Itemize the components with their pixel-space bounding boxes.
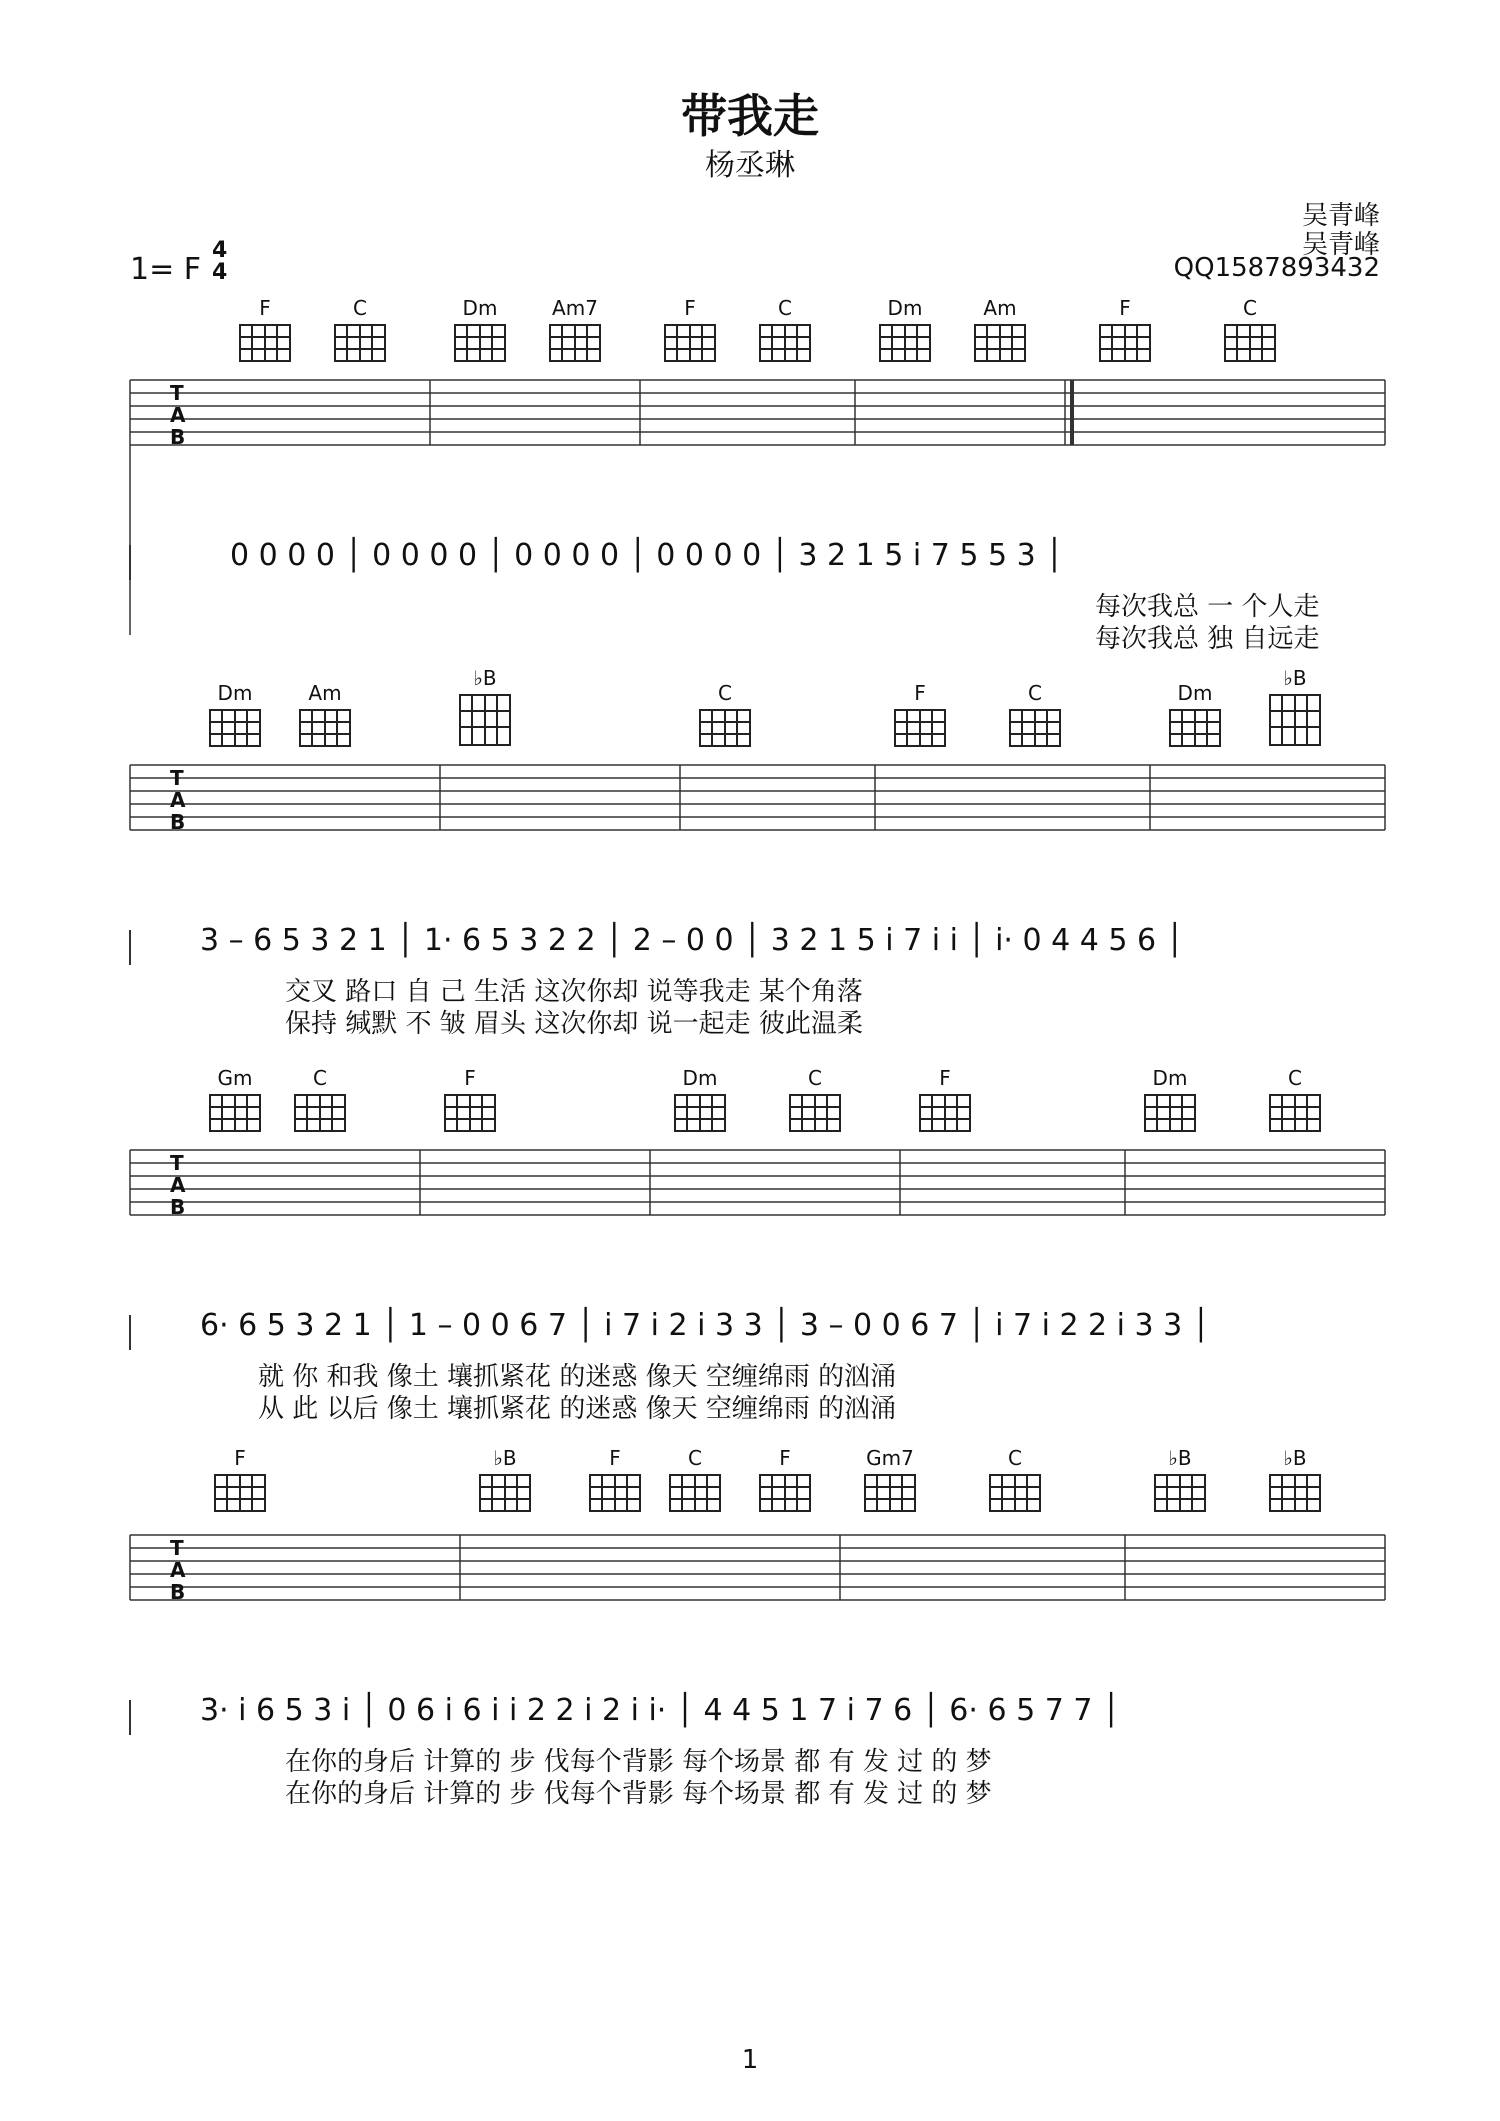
composer: 吴青峰 <box>1301 230 1380 260</box>
chord-name: F <box>609 1446 621 1470</box>
chord-name: C <box>808 1066 822 1090</box>
song-artist: 杨丞琳 <box>705 148 795 183</box>
chord-name: F <box>684 296 696 320</box>
chord-name: Dm <box>682 1066 718 1090</box>
chord-name: Am <box>983 296 1017 320</box>
jianpu-line: 3 – 6 5 3 2 1 │ 1· 6 5 3 2 2 │ 2 – 0 0 │ 3 2 1 5 i 7 i i │ i· 0 4 4 5 6 │ <box>200 923 1184 958</box>
lyrics-verse-1: 就 你 和我 像土 壤抓紧花 的迷惑 像天 空缠绵雨 的汹涌 <box>258 1362 897 1392</box>
tab-letter: B <box>170 425 186 449</box>
chord-name: F <box>914 681 926 705</box>
tab-letter: T <box>170 381 184 405</box>
chord-name: F <box>259 296 271 320</box>
lyrics-verse-1: 在你的身后 计算的 步 伐每个背影 每个场景 都 有 发 过 的 梦 <box>285 1747 992 1777</box>
contact: QQ1587893432 <box>1173 253 1380 283</box>
chord-name: F <box>234 1446 246 1470</box>
chord-name: Gm7 <box>866 1446 914 1470</box>
chord-name: Am <box>308 681 342 705</box>
lyrics-verse-2: 每次我总 独 自远走 <box>1095 624 1320 654</box>
system-1 <box>0 290 1500 660</box>
chord-diagrams <box>240 325 1275 361</box>
chord-name: C <box>1028 681 1042 705</box>
system-3 <box>0 1045 1500 1430</box>
page-number: 1 <box>741 2045 759 2075</box>
tab-letter: A <box>170 403 186 427</box>
chord-name: C <box>688 1446 702 1470</box>
chord-name: C <box>1288 1066 1302 1090</box>
chord-name: ♭B <box>493 1446 517 1470</box>
tab-letter: B <box>170 1580 186 1604</box>
chord-name: Dm <box>1177 681 1213 705</box>
chord-name: Dm <box>217 681 253 705</box>
chord-name: ♭B <box>1168 1446 1192 1470</box>
lyrics-verse-1: 每次我总 一 个人走 <box>1095 592 1320 622</box>
tab-letter: B <box>170 1195 186 1219</box>
lyrics-verse-1: 交叉 路口 自 己 生活 这次你却 说等我走 某个角落 <box>285 977 863 1007</box>
lyricist: 吴青峰 <box>1301 201 1380 231</box>
chord-name: C <box>353 296 367 320</box>
lyrics-verse-2: 在你的身后 计算的 步 伐每个背影 每个场景 都 有 发 过 的 梦 <box>285 1779 992 1809</box>
chord-name: C <box>313 1066 327 1090</box>
jianpu-line: 0 0 0 0 │ 0 0 0 0 │ 0 0 0 0 │ 0 0 0 0 │ 3 2 1 5 i 7 5 5 3 │ <box>230 538 1064 573</box>
key-signature: 1= F <box>130 252 202 287</box>
chord-name: C <box>1243 296 1257 320</box>
chord-name: Gm <box>217 1066 253 1090</box>
song-title: 带我走 <box>681 89 819 143</box>
jianpu-line: 3· i 6 5 3 i │ 0 6 i 6 i i 2 2 i 2 i i· │ 4 4 5 1 7 i 7 6 │ 6· 6 5 7 7 │ <box>200 1693 1121 1728</box>
time-top: 4 <box>212 238 228 263</box>
chord-name: ♭B <box>473 666 497 690</box>
chord-name: Am7 <box>552 296 598 320</box>
lyrics-verse-2: 保持 缄默 不 皱 眉头 这次你却 说一起走 彼此温柔 <box>285 1009 863 1039</box>
chord-name: C <box>1008 1446 1022 1470</box>
tab-letter: B <box>170 810 186 834</box>
chord-name: C <box>718 681 732 705</box>
chord-name: Dm <box>462 296 498 320</box>
chord-name: F <box>1119 296 1131 320</box>
tab-letter: T <box>170 1151 184 1175</box>
system-2 <box>0 660 1500 1045</box>
system-4 <box>0 1430 1500 1830</box>
lyrics-verse-2: 从 此 以后 像土 壤抓紧花 的迷惑 像天 空缠绵雨 的汹涌 <box>258 1394 897 1424</box>
time-signature <box>212 240 227 284</box>
tab-letter: T <box>170 1536 184 1560</box>
chord-name: ♭B <box>1283 666 1307 690</box>
tab-letter: A <box>170 788 186 812</box>
chord-name: Dm <box>1152 1066 1188 1090</box>
chord-name: ♭B <box>1283 1446 1307 1470</box>
tab-letter: T <box>170 766 184 790</box>
tab-letter: A <box>170 1173 186 1197</box>
chord-name: F <box>939 1066 951 1090</box>
chord-name: F <box>464 1066 476 1090</box>
chord-name: C <box>778 296 792 320</box>
time-bottom: 4 <box>212 260 228 285</box>
chord-name: Dm <box>887 296 923 320</box>
tab-letter: A <box>170 1558 186 1582</box>
jianpu-line: 6· 6 5 3 2 1 │ 1 – 0 0 6 7 │ i 7 i 2 i 3 3 │ 3 – 0 0 6 7 │ i 7 i 2 2 i 3 3 │ <box>200 1308 1210 1343</box>
chord-name: F <box>779 1446 791 1470</box>
